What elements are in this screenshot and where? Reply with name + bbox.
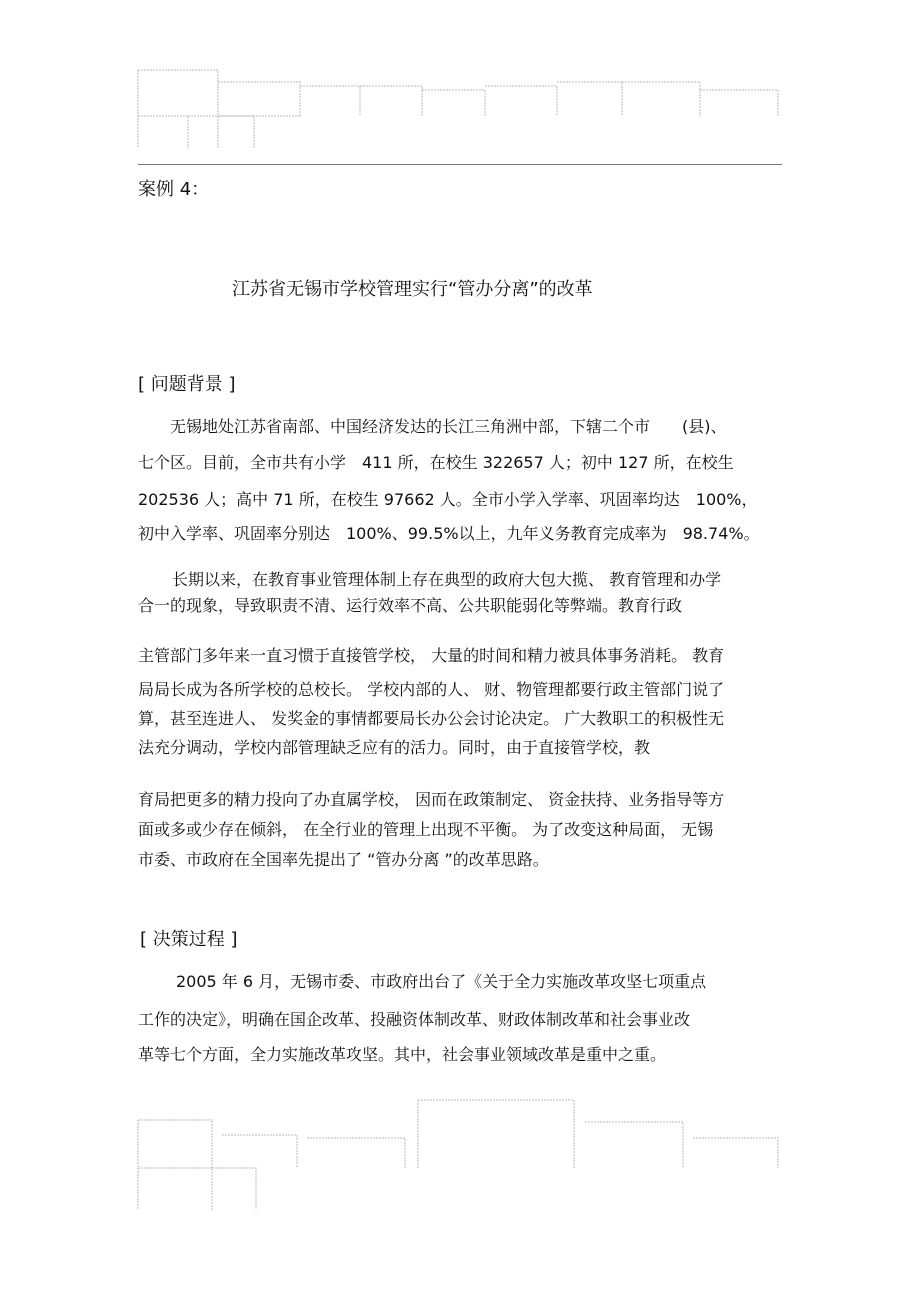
case-label: 案例 4： bbox=[138, 179, 210, 200]
paragraph-line: 无锡地处江苏省南部、中国经济发达的长江三角洲中部，下辖二个市 (县)、 bbox=[170, 417, 727, 436]
paragraph-line: 七个区。目前，全市共有小学 411 所，在校生 322657 人；初中 127 所，在校生 bbox=[138, 453, 734, 472]
paragraph-line: 长期以来，在教育事业管理体制上存在典型的政府大包大揽、 教育管理和办学 bbox=[172, 570, 722, 589]
paragraph-line: 主管部门多年来一直习惯于直接管学校， 大量的时间和精力被具体事务消耗。 教育 bbox=[138, 646, 725, 665]
paragraph-line: 市委、市政府在全国率先提出了 “管办分离 ”的改革思路。 bbox=[138, 850, 549, 869]
decision-heading: [ 决策过程 ] bbox=[140, 929, 238, 950]
background-heading: [ 问题背景 ] bbox=[138, 374, 236, 395]
paragraph-line: 育局把更多的精力投向了办直属学校， 因而在政策制定、 资金扶持、业务指导等方 bbox=[138, 790, 725, 809]
paragraph-line: 2005 年 6 月，无锡市委、市政府出台了《关于全力实施改革攻坚七项重点 bbox=[176, 972, 707, 991]
paragraph-line: 202536 人；高中 71 所，在校生 97662 人。全市小学入学率、巩固率均达 100%， bbox=[138, 490, 758, 509]
paragraph-line: 法充分调动，学校内部管理缺乏应有的活力。同时，由于直接管学校，教 bbox=[138, 738, 651, 757]
paragraph-line: 合一的现象，导致职责不清、运行效率不高、公共职能弱化等弊端。教育行政 bbox=[138, 596, 683, 615]
paragraph-line: 初中入学率、巩固率分别达 100%、99.5%以上，九年义务教育完成率为 98.74%。 bbox=[138, 524, 760, 543]
paragraph-line: 工作的决定》，明确在国企改革、投融资体制改革、财政体制改革和社会事业改 bbox=[138, 1010, 691, 1029]
paragraph-line: 局局长成为各所学校的总校长。 学校内部的人、 财、物管理都要行政主管部门说了 bbox=[138, 680, 725, 699]
header-rule bbox=[138, 164, 782, 165]
paragraph-line: 革等七个方面，全力实施改革攻坚。其中，社会事业领域改革是重中之重。 bbox=[138, 1045, 667, 1064]
document-title: 江苏省无锡市学校管理实行“管办分离”的改革 bbox=[232, 279, 593, 300]
paragraph-line: 面或多或少存在倾斜， 在全行业的管理上出现不平衡。 为了改变这种局面， 无锡 bbox=[138, 820, 714, 839]
paragraph-line: 算，甚至连进人、 发奖金的事情都要局长办公会讨论决定。 广大教职工的积极性无 bbox=[138, 709, 725, 728]
